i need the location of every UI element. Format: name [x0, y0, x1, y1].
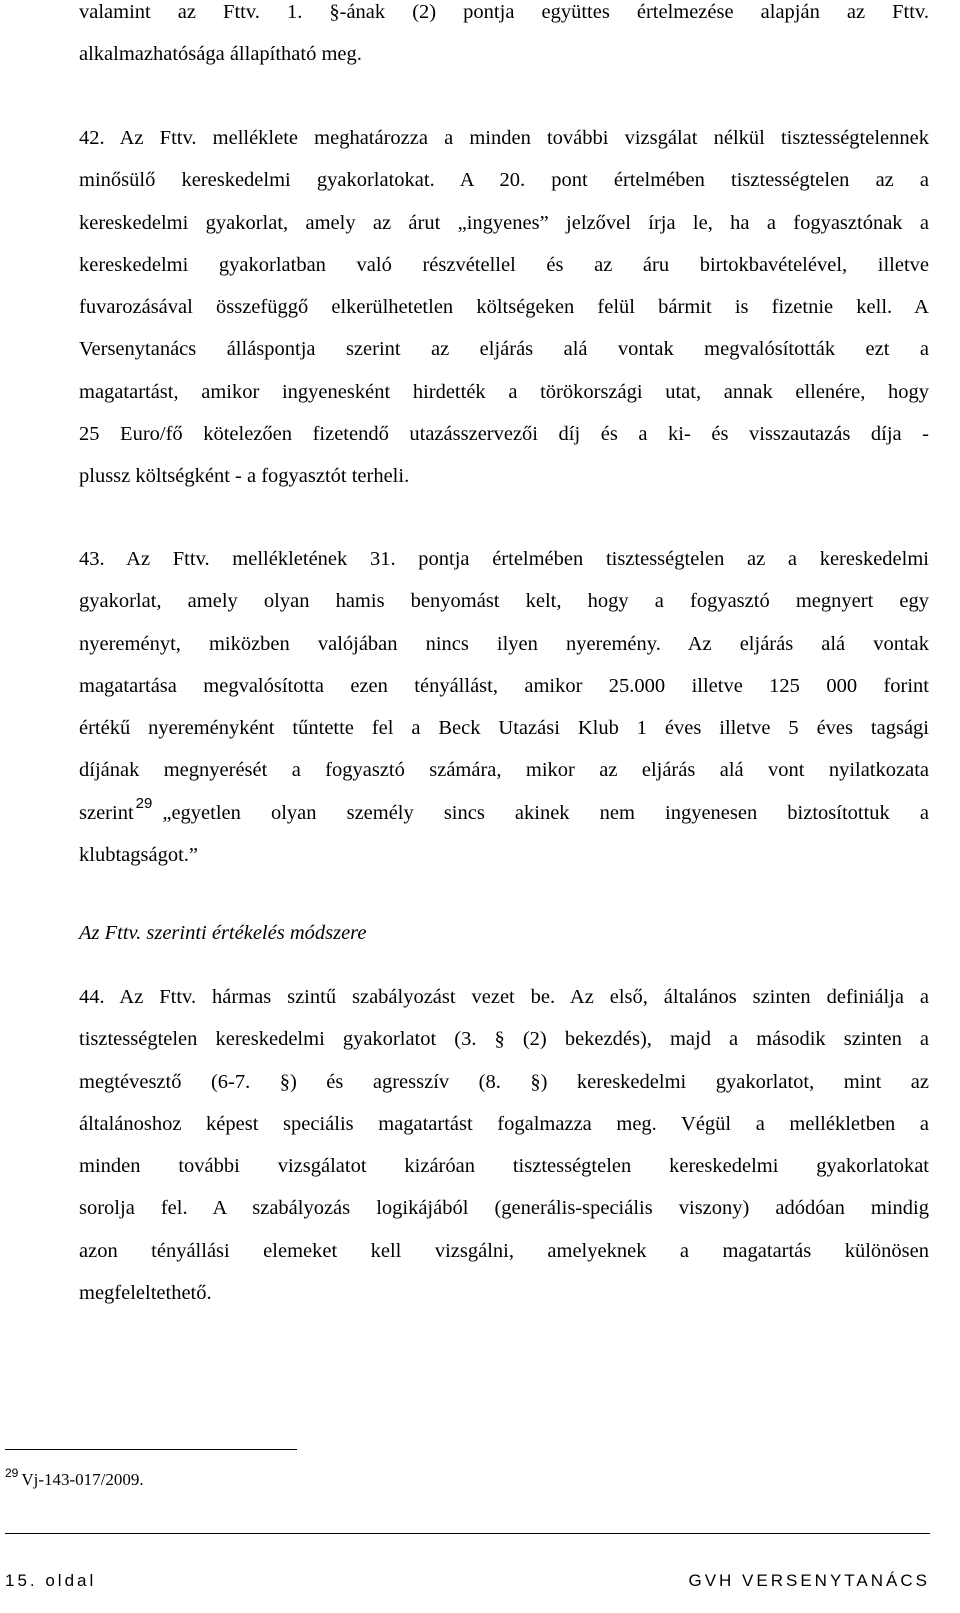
text-line: 44. Az Fttv. hármas szintű szabályozást vezet be. Az első, általános szinten definiálja a [79, 986, 929, 1008]
text-line: megfeleltethető. [79, 1282, 212, 1305]
page-number: 15. oldal [5, 1571, 97, 1590]
text-line: nyereményt, miközben valójában nincs ilyen nyeremény. Az eljárás alá vontak [79, 632, 929, 655]
text-line: értékű nyereményként tűntette fel a Beck Utazási Klub 1 éves illetve 5 éves tagsági [79, 717, 929, 740]
text-line: magatartást, amikor ingyenesként hirdették a törökországi utat, annak ellenére, hogy [79, 380, 929, 403]
paragraph-42 [79, 117, 929, 498]
paragraph-continuation [79, 0, 929, 76]
text-line: klubtagságot.” [79, 844, 198, 867]
paragraph-43 [79, 538, 929, 876]
text-line: minden további vizsgálatot kizáróan tisztességtelen kereskedelmi gyakorlatokat [79, 1155, 929, 1178]
text-line: sorolja fel. A szabályozás logikájából (generális-speciális viszony) adódóan mindig [79, 1197, 929, 1220]
footnote-divider [5, 1449, 297, 1450]
section-heading: Az Fttv. szerinti értékelés módszere [79, 922, 367, 944]
text-line: Versenytanács álláspontja szerint az eljárás alá vontak megvalósították ezt a [79, 338, 929, 361]
text-line: azon tényállási elemeket kell vizsgálni, amelyeknek a magatartás különösen [79, 1239, 929, 1262]
text-line: valamint az Fttv. 1. §-ának (2) pontja együttes értelmezése alapján az Fttv. [79, 1, 929, 23]
paragraph-44 [79, 976, 929, 1314]
text-line: díjának megnyerését a fogyasztó számára, mikor az eljárás alá vont nyilatkozata [79, 759, 929, 782]
text-fragment: szerint [79, 801, 134, 824]
text-line: kereskedelmi gyakorlatban való részvétellel és az áru birtokbavételével, illetve [79, 253, 929, 276]
footnote-number: 29 [5, 1466, 19, 1480]
footnote-reference[interactable]: 29 [135, 794, 153, 812]
text-line: tisztességtelen kereskedelmi gyakorlatot (3. § (2) bekezdés), majd a második szinten a [79, 1028, 929, 1051]
text-line: minősülő kereskedelmi gyakorlatokat. A 20. pont értelmében tisztességtelen az a [79, 169, 929, 192]
footer-divider [5, 1533, 930, 1534]
text-line: magatartása megvalósította ezen tényállást, amikor 25.000 illetve 125 000 forint [79, 674, 929, 697]
text-line: kereskedelmi gyakorlat, amely az árut „ingyenes” jelzővel írja le, ha a fogyasztónak a [79, 211, 929, 234]
text-line: 43. Az Fttv. mellékletének 31. pontja értelmében tisztességtelen az a kereskedelmi [79, 548, 929, 570]
footnote-text: Vj-143-017/2009. [21, 1470, 144, 1489]
footnote [5, 1466, 144, 1490]
text-line: 42. Az Fttv. melléklete meghatározza a minden további vizsgálat nélkül tisztességtelennek [79, 127, 929, 149]
text-line: plussz költségként - a fogyasztót terheli. [79, 465, 410, 488]
text-line: 25 Euro/fő kötelezően fizetendő utazásszervezői díj és a ki- és visszautazás díja - [79, 423, 929, 446]
text-line-with-footnote-ref [79, 792, 929, 834]
text-line: gyakorlat, amely olyan hamis benyomást kelt, hogy a fogyasztó megnyert egy [79, 590, 929, 613]
text-fragment: „egyetlen olyan személy sincs akinek nem ingyenesen biztosítottuk a [162, 801, 929, 824]
footer-organization: GVH VERSENYTANÁCS [688, 1571, 930, 1590]
text-line: megtévesztő (6-7. §) és agresszív (8. §) kereskedelmi gyakorlatot, mint az [79, 1070, 929, 1093]
text-line: általánoshoz képest speciális magatartást fogalmazza meg. Végül a mellékletben a [79, 1112, 929, 1135]
text-line: fuvarozásával összefüggő elkerülhetetlen költségeken felül bármit is fizetnie kell. A [79, 296, 929, 319]
text-line: alkalmazhatósága állapítható meg. [79, 43, 362, 66]
